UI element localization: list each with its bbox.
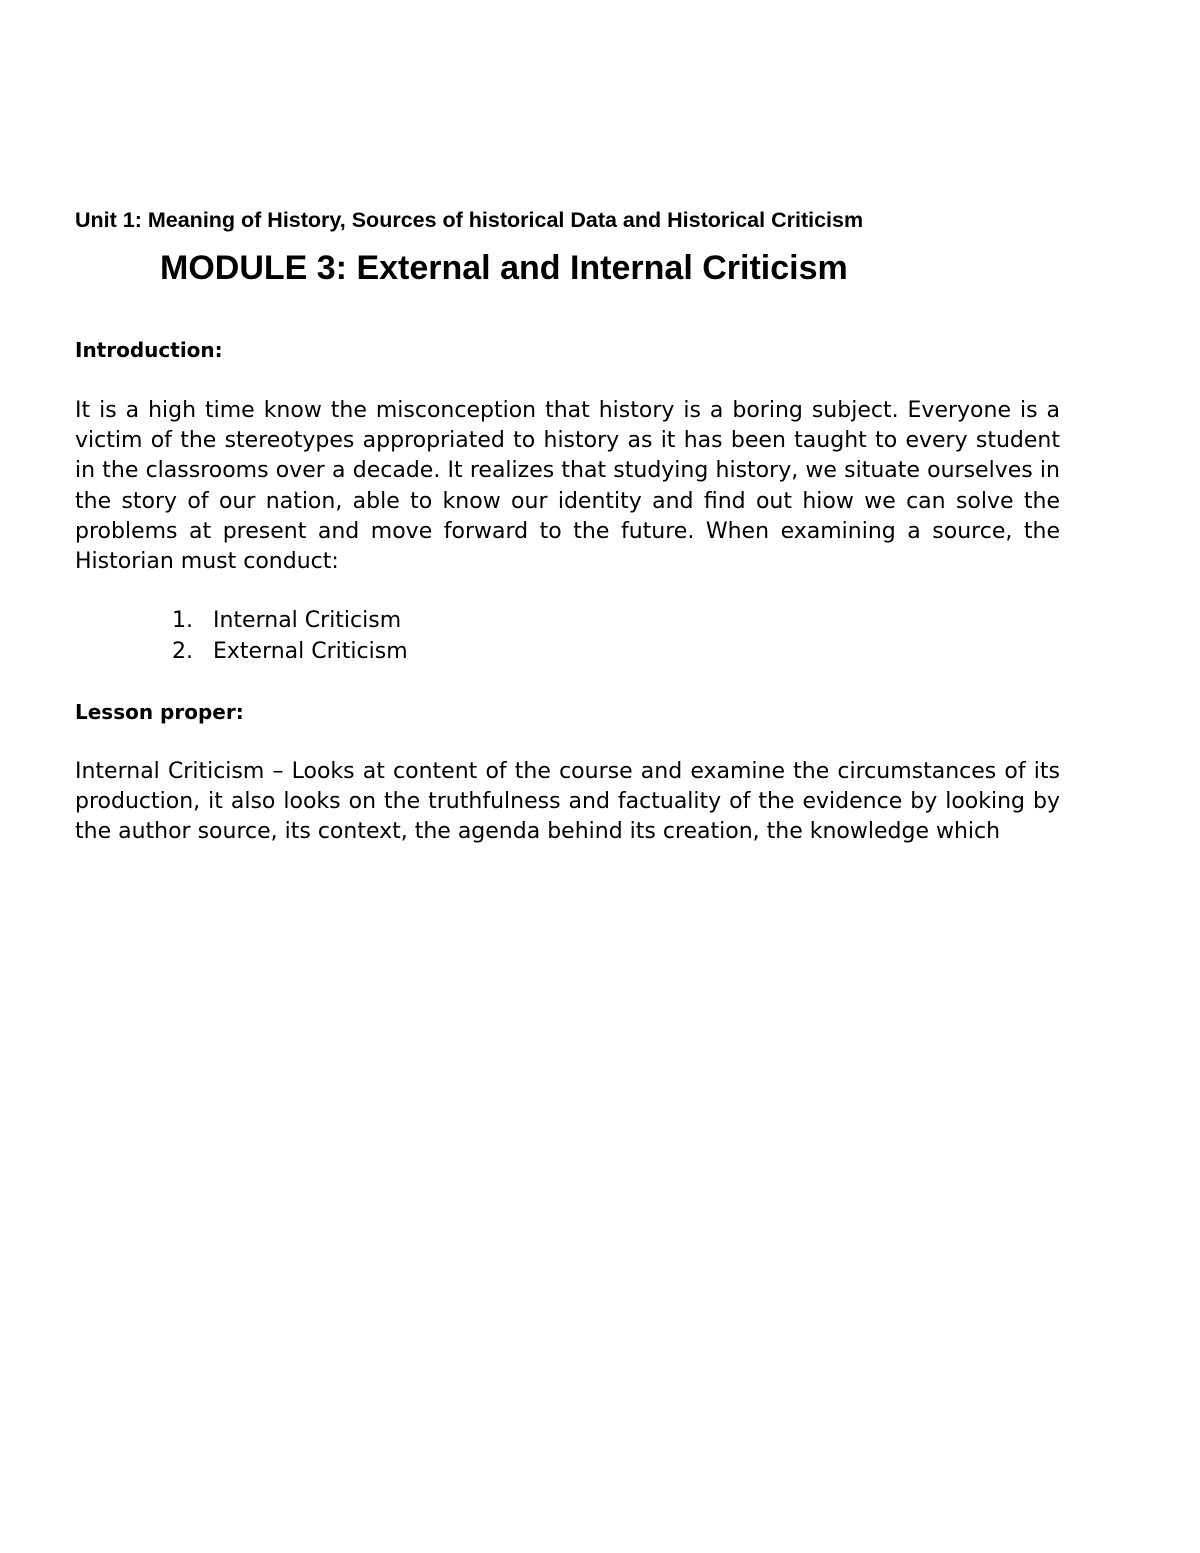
lesson-proper-heading: Lesson proper: bbox=[75, 700, 244, 724]
list-item-text: External Criticism bbox=[213, 639, 408, 664]
module-title: MODULE 3: External and Internal Criticism bbox=[160, 249, 848, 287]
list-item-text: Internal Criticism bbox=[213, 608, 402, 633]
list-item-number: 1. bbox=[172, 608, 193, 633]
introduction-paragraph: It is a high time know the misconception that history is a boring subject. Everyone is a victim of the stereotypes appropriated to history as it has been taught to every student in the classrooms over a decade. It realizes that studying history, we situate ourselves in the story of our nation, able to know our identity and find out hiow we can solve the problems at present and move forward to the future. When examining a source, the Historian must conduct: bbox=[75, 398, 1060, 575]
list-item-number: 2. bbox=[172, 639, 193, 664]
introduction-heading: Introduction: bbox=[75, 338, 223, 362]
unit-title: Unit 1: Meaning of History, Sources of historical Data and Historical Criticism bbox=[75, 208, 864, 232]
lesson-paragraph: Internal Criticism – Looks at content of the course and examine the circumstances of its production, it also looks on the truthfulness and factuality of the evidence by looking by the author source, its context, the agenda behind its creation, the knowledge which bbox=[75, 759, 1060, 845]
